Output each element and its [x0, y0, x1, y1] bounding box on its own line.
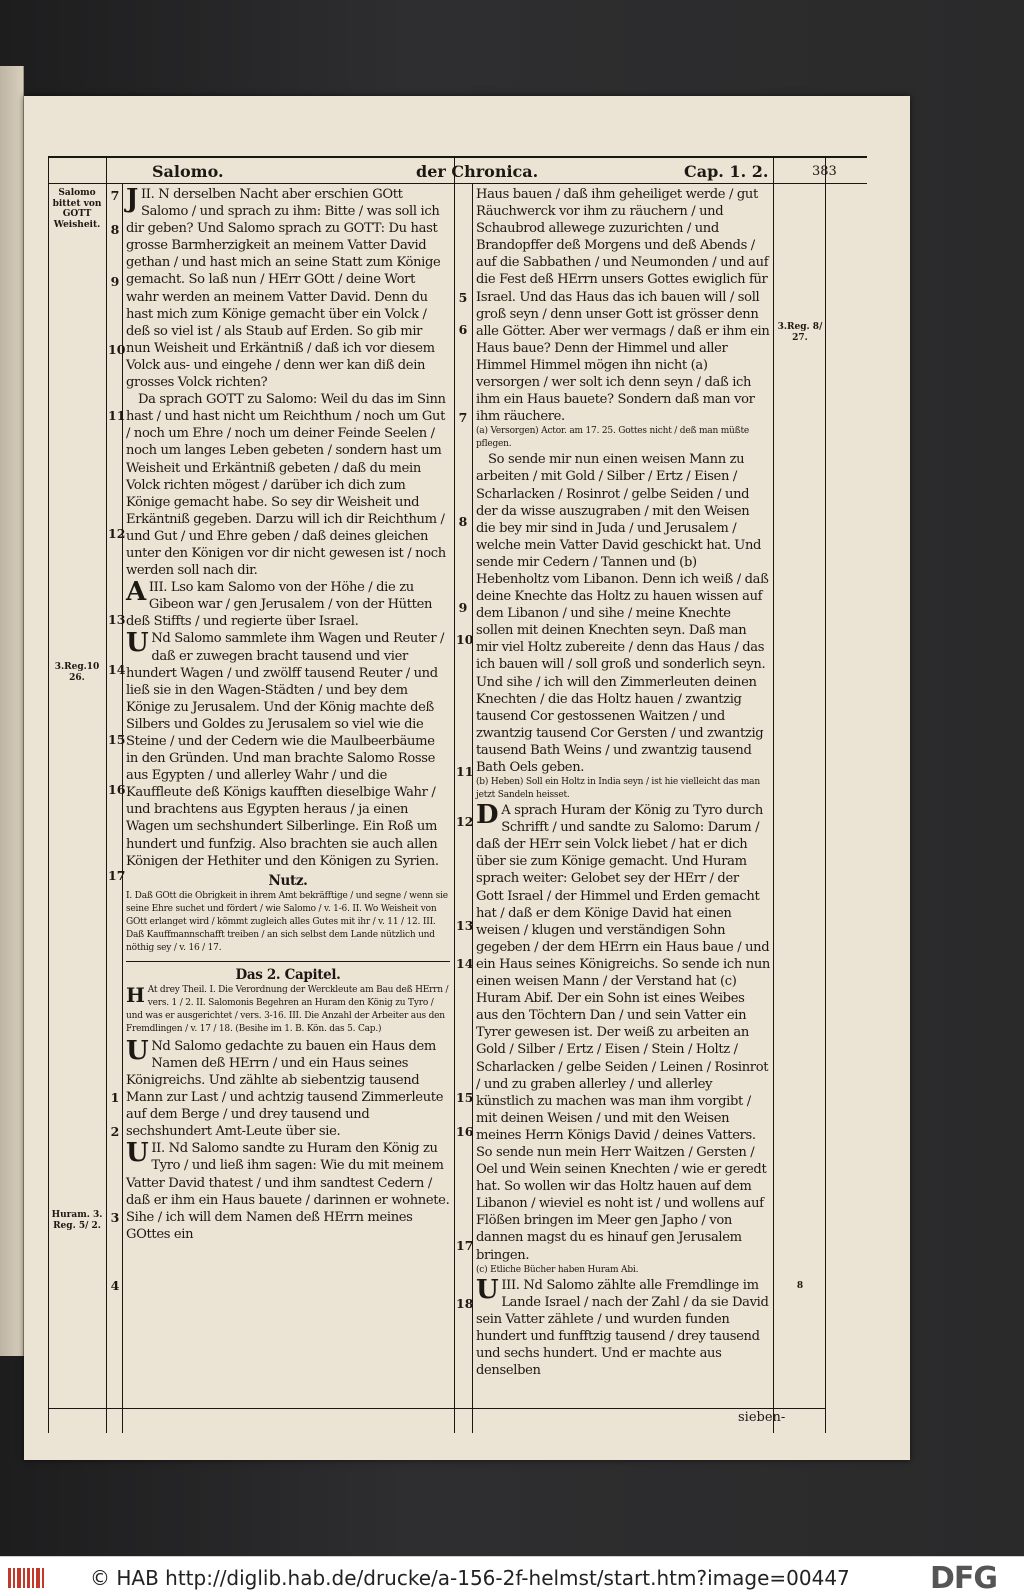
verse-number: 8 [110, 222, 120, 237]
verse-number: 7 [110, 188, 120, 203]
rule-margin-left [106, 158, 107, 1433]
footnote-a: (a) Versorgen) Actor. am 17. 25. Gottes nicht / deß man müßte pflegen. [476, 426, 749, 450]
verse-paragraph [126, 1140, 450, 1243]
running-head-center: der Chronica. [416, 162, 539, 181]
verse-number: 11 [108, 408, 126, 423]
rule-margin-right [773, 158, 774, 1433]
rule-center-left [454, 158, 455, 1433]
paragraph-text: A sprach Huram der König zu Tyro durch Schrifft / und sandte zu Salomo: Darum / daß der HErr sein Volck liebet / hat er dich über sie zum Könige gemacht. Und Huram sprach weiter: Gelobet sey der HErr / der Gott Israel / der Himmel und Erden gemacht hat / daß er dem Könige David hat einen weisen / klugen und verständigen Sohn gegeben / der dem HErrn ein Haus baue / und ein Haus seines Königreichs. So sende ich nun einen weisen Mann / der Verstand hat (c) Huram Abif. Der ein Sohn ist eines Weibes aus den Töchtern Dan / und sein Vatter ein Tyrer gewesen ist. Der weiß zu arbeiten an Gold / Silber / Ertz / Eisen / Stein / Holtz / Scharlacken / gelbe Seiden / Leinen / Rosinrot / und zu graben allerley / und allerley künstlich zu machen was man ihm vorgibt / mit deinen Weisen / und mit den Weisen meines Herrn Königs David / deines Vatters. So sende nun mein Herr Waitzen / Gersten / Oel und Wein seinen Knechten / wie er geredt hat. So wollen wir das Holtz hauen auf dem Libanon / wieviel es noht ist / und wollens auf Flößen bringen im Meer gen Japho / von dannen magst du es hinauf gen Jerusalem bringen. [476, 803, 770, 1263]
nutz-heading: Nutz. [268, 872, 308, 889]
paragraph-text: Nd Salomo gedachte zu bauen ein Haus dem Namen deß HErrn / und ein Haus seines Königreichs. Und zählte ab siebentzig tausend Mann zur Last / und achtzig tausend Zimmerleute auf dem Berge / und drey tausend und sechshundert Amt-Leute über sie. [126, 1038, 444, 1140]
paragraph-text: III. Nd Salomo zählte alle Fremdlinge im Lande Israel / nach der Zahl / da sie David sein Vatter zählete / und wurden funden hundert und funfftzig tausend / drey tausend und sechs hundert. Und er machte aus denselben [476, 1277, 769, 1379]
verse-number: 16 [456, 1124, 474, 1139]
verse-number: 3 [110, 1210, 120, 1225]
verse-number: 10 [108, 342, 126, 357]
footer-bar [0, 1556, 1024, 1596]
right-text-column [476, 186, 770, 1379]
drop-capital: A [126, 577, 146, 608]
verse-number: 9 [110, 274, 120, 289]
nutz-text: I. Daß GOtt die Obrigkeit in ihrem Amt bekräfftige / und segne / wenn sie seine Ehre suchet und fördert / wie Salomo / v. 1-6. II. Wo Weisheit von GOtt erlanget wird / kömmt zugleich alles Gutes mit ihr / v. 11 / 12. III. Daß Kauffmannschafft treiben / an sich selbst dem Lande nützlich und nöthig sey / v. 16 / 17. [126, 890, 448, 953]
summary-text: At drey Theil. I. Die Verordnung der Werckleute am Bau deß HErrn / vers. 1 / 2. II. Salomonis Begehren an Huram den König zu Tyro / und was er ausgerichtet / vers. 3-16. III. Die Anzahl der Arbeiter aus den Fremdlingen / v. 17 / 18. (Besihe im 1. B. Kön. das 5. Cap.) [126, 984, 449, 1034]
verse-number: 12 [456, 814, 474, 829]
bottom-rule [48, 1408, 826, 1409]
verse-paragraph: So sende mir nun einen weisen Mann zu arbeiten / mit Gold / Silber / Ertz / Eisen / Scharlacken / Rosinrot / gelbe Seiden / und der da wisse auszugraben / mit den Weisen die bey mir sind in Juda / und Jerusalem / welche mein Vatter David geschickt hat. Und sende mir Cedern / Tannen und (b) Hebenholtz vom Libanon. Denn ich weiß / daß deine Knechte das Holtz zu hauen wissen auf dem Libanon / und sihe / meine Knechte sollen mit deinen Knechten seyn. Daß man mir viel Holtz zubereite / denn das Haus / das ich bauen will / soll groß und sonderlich seyn. Und sihe / ich will den Zimmerleuten deinen Knechten / die das Holtz hauen / zwantzig tausend Cor gestossenen Waitzen / und zwantzig tausend Cor Gersten / und zwantzig tausend Bath Weins / und zwantzig tausend Bath Oels geben. [476, 452, 769, 775]
footnote-b: (b) Heben) Soll ein Holtz in India seyn / ist hie vielleicht das man jetzt Sandeln heisset. [476, 777, 760, 801]
drop-capital: U [126, 1035, 149, 1066]
margin-note-3: Huram. 3. Reg. 5/ 2. [51, 1210, 103, 1231]
verse-paragraph [476, 802, 770, 1264]
verse-number: 10 [456, 632, 474, 647]
verse-number: 9 [458, 600, 468, 615]
verse-number: 1 [110, 1090, 120, 1105]
margin-note-1: Salomo bittet von GOTT Weisheit. [52, 188, 102, 230]
running-head [48, 158, 867, 184]
outer-rule-left [48, 158, 49, 1433]
running-head-right: Cap. 1. 2. [684, 162, 769, 181]
book-page [24, 96, 910, 1460]
verse-number: 13 [456, 918, 474, 933]
section-divider [126, 961, 450, 962]
dfg-logo: DFG [930, 1561, 998, 1596]
verse-number: 16 [108, 782, 126, 797]
chapter-heading: Das 2. Capitel. [235, 966, 341, 983]
paragraph-text: II. N derselben Nacht aber erschien GOtt Salomo / und sprach zu ihm: Bitte / was soll ich dir geben? Und Salomo sprach zu GOTT: Du hast grosse Barmherzigkeit an meinem Vatter David gethan / und hast mich an seine Statt zum Könige gemacht. So laß nun / HErr GOtt / deine Wort wahr werden an meinem Vatter David. Denn du hast mich zum Könige gemacht über ein Volck / deß so viel ist / als Staub auf Erden. So gib mir nun Weisheit und Erkäntniß / daß ich vor diesem Volck aus- und eingehe / denn wer kan diß dein grosses Volck richten? [126, 187, 441, 391]
page-number: 383 [812, 164, 837, 179]
footnote-c: (c) Etliche Bücher haben Huram Abi. [476, 1264, 639, 1275]
left-text-column [126, 186, 450, 1243]
verse-number: 15 [108, 732, 126, 747]
verse-number: 12 [108, 526, 126, 541]
rule-verse-left [122, 184, 123, 1433]
verse-number: 14 [108, 662, 126, 677]
paragraph-text: Nd Salomo sammlete ihm Wagen und Reuter / daß er zuwegen bracht tausend und vier hundert Wagen / und zwölff tausend Reuter / und ließ sie in den Wagen-Städten / und bey dem Könige zu Jerusalem. Und der König machte deß Silbers und Goldes zu Jerusalem so viel wie die Steine / und der Cedern wie die Maulbeerbäume in den Gründen. Und man brachte Salomo Rosse aus Egypten / und allerley Wahr / und die Kauffleute deß Königs kaufften dieselbige Wahr / und brachtens aus Egypten heraus / ja einen Wagen um sechshundert Silberlinge. Ein Roß um hundert und funfzig. Also brachten sie auch allen Königen der Hethiter und den Königen zu Syrien. [126, 631, 445, 869]
verse-number: 15 [456, 1090, 474, 1105]
verse-paragraph [476, 1274, 770, 1380]
catchword: sieben- [738, 1410, 786, 1425]
paragraph-text: III. Lso kam Salomo von der Höhe / die zu Gibeon war / gen Jerusalem / von der Hütten deß Stiffts / und regierte über Israel. [126, 580, 433, 630]
drop-capital: J [126, 184, 138, 214]
verse-number: 11 [456, 764, 474, 779]
chapter-summary [126, 984, 450, 1036]
verse-number: 18 [456, 1296, 474, 1311]
paragraph-text: II. Nd Salomo sandte zu Huram den König zu Tyro / und ließ ihm sagen: Wie du mit meinem Vatter David thatest / und ihm sandtest Cedern / daß er ihm ein Haus bauete / darinnen er wohnete. Sihe / ich will dem Namen deß HErrn meines GOttes ein [126, 1141, 450, 1242]
drop-capital: U [476, 1274, 499, 1305]
verse-paragraph: Haus bauen / daß ihm geheiliget werde / gut Räuchwerck vor ihm zu räuchern / und Schaubrod allewege zuzurichten / und Brandopffer deß Morgens und deß Abends / auf die Sabbathen / und Neumonden / und auf die Fest deß HErrn unsers Gottes ewiglich für Israel. Und das Haus das ich bauen will / soll groß seyn / denn unser Gott ist grösser denn alle Götter. Aber wer vermags / daß er ihm ein Haus baue? Denn der Himmel und aller Himmel Himmel mögen ihn nicht (a) versorgen / wer solt ich denn seyn / daß ich ihm ein Haus bauete? Sondern daß man vor ihm räuchere. [476, 187, 770, 425]
verse-number: 6 [458, 322, 468, 337]
verse-paragraph [126, 1035, 450, 1141]
drop-capital: H [126, 982, 145, 1007]
verse-paragraph [126, 630, 450, 869]
verse-paragraph [126, 579, 450, 630]
page-frame [48, 156, 867, 1431]
outer-rule-right [825, 158, 826, 1433]
running-head-left: Salomo. [152, 162, 224, 181]
drop-capital: D [476, 800, 499, 831]
verse-number: 8 [458, 514, 468, 529]
previous-page-edge [0, 66, 24, 1356]
verse-number: 7 [458, 410, 468, 425]
drop-capital: U [126, 1138, 149, 1169]
drop-capital: U [126, 628, 149, 659]
verse-number: 17 [108, 868, 126, 883]
margin-note-2: 3.Reg.10 26. [54, 662, 100, 683]
margin-note-4: 3.Reg. 8/ 27. [777, 322, 823, 343]
paragraph-text: Da sprach GOTT zu Salomo: Weil du das im Sinn hast / und hast nicht um Reichthum / noch um Gut / noch um Ehre / noch um deiner Feinde Seelen / noch um langes Leben gebeten / sondern hast um Weisheit und Erkäntniß gebeten / daß du mein Volck richten mögest / darüber ich dich zum Könige gemacht habe. So sey dir Weisheit und Erkäntniß gegeben. Darzu will ich dir Reichthum / und Gut / und Ehre geben / daß deines gleichen unter den Königen vor dir nicht gewesen ist / noch werden soll nach dir. [126, 392, 446, 579]
verse-number: 4 [110, 1278, 120, 1293]
verse-number: 2 [110, 1124, 120, 1139]
verse-paragraph [126, 391, 450, 579]
verse-number: 17 [456, 1238, 474, 1253]
margin-note-5: 8 [796, 1281, 804, 1291]
verse-paragraph [126, 186, 450, 391]
verse-number: 14 [456, 956, 474, 971]
verse-number: 13 [108, 612, 126, 627]
verse-number: 5 [458, 290, 468, 305]
hab-logo-icon [6, 1565, 46, 1591]
source-link[interactable]: © HAB http://diglib.hab.de/drucke/a-156-2f-helmst/start.htm?image=00447 [90, 1566, 850, 1590]
